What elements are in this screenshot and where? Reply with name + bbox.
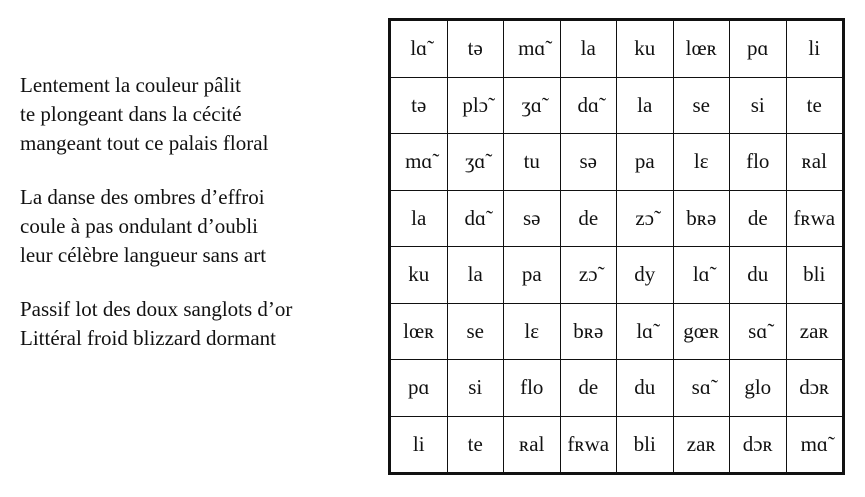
grid-row [391,247,843,304]
grid-cell: de [560,360,617,417]
grid-cell: lœʀ [673,21,730,78]
grid-cell: pa [504,247,561,304]
grid-cell: tə [391,77,448,134]
grid-cell: bli [786,247,843,304]
grid-cell: dɔʀ [730,416,787,473]
grid-cell: se [447,303,504,360]
grid-cell: la [560,21,617,78]
grid-cell: ʒɑ̃ [447,134,504,191]
grid-cell: fʀwa [786,190,843,247]
grid-cell: bli [617,416,674,473]
grid-cell: mɑ̃ [504,21,561,78]
grid-cell: li [786,21,843,78]
poem-line: Passif lot des doux sanglots d’or [20,297,293,321]
grid-cell: sə [560,134,617,191]
grid-cell: de [560,190,617,247]
grid-cell: dɑ̃ [447,190,504,247]
grid-cell: tu [504,134,561,191]
grid-cell: dɑ̃ [560,77,617,134]
poem-line: Littéral froid blizzard dormant [20,326,276,350]
grid-cell: tə [447,21,504,78]
grid-cell: se [673,77,730,134]
grid-row [391,21,843,78]
grid-cell: lɛ [504,303,561,360]
grid-cell: zaʀ [673,416,730,473]
grid-cell: lɑ̃ [391,21,448,78]
stanza-1 [20,71,370,158]
grid-cell: bʀə [560,303,617,360]
grid-cell: lɑ̃ [673,247,730,304]
grid-cell: ku [617,21,674,78]
grid-cell: gœʀ [673,303,730,360]
syllable-table [390,20,843,473]
grid-row [391,416,843,473]
poem-text [20,71,370,378]
grid-cell: sɑ̃ [673,360,730,417]
grid-cell: si [447,360,504,417]
poem-line: La danse des ombres d’effroi [20,185,265,209]
grid-cell: ku [391,247,448,304]
grid-cell: sə [504,190,561,247]
poem-line: coule à pas ondulant d’oubli [20,214,258,238]
grid-row [391,134,843,191]
poem-line: mangeant tout ce palais floral [20,131,269,155]
grid-cell: sɑ̃ [730,303,787,360]
grid-cell: zɔ̃ [560,247,617,304]
grid-cell: flo [730,134,787,191]
syllable-grid [388,18,845,475]
grid-cell: glo [730,360,787,417]
grid-cell: ʀal [504,416,561,473]
grid-cell: lɛ [673,134,730,191]
grid-row [391,190,843,247]
grid-cell: dɔʀ [786,360,843,417]
grid-cell: mɑ̃ [391,134,448,191]
grid-cell: mɑ̃ [786,416,843,473]
grid-row [391,360,843,417]
grid-cell: du [617,360,674,417]
stanza-3 [20,295,370,353]
grid-cell: ʀal [786,134,843,191]
stanza-2 [20,183,370,270]
grid-row [391,303,843,360]
grid-cell: lœʀ [391,303,448,360]
grid-cell: pɑ [391,360,448,417]
grid-cell: zaʀ [786,303,843,360]
grid-cell: pa [617,134,674,191]
grid-cell: plɔ̃ [447,77,504,134]
grid-cell: dy [617,247,674,304]
grid-cell: la [391,190,448,247]
grid-cell: la [447,247,504,304]
grid-cell: pɑ [730,21,787,78]
poem-line: leur célèbre langueur sans art [20,243,267,267]
grid-cell: bʀə [673,190,730,247]
grid-cell: te [447,416,504,473]
poem-line: te plongeant dans la cécité [20,102,242,126]
grid-cell: te [786,77,843,134]
grid-cell: fʀwa [560,416,617,473]
grid-cell: lɑ̃ [617,303,674,360]
grid-cell: flo [504,360,561,417]
grid-row [391,77,843,134]
grid-cell: ʒɑ̃ [504,77,561,134]
grid-cell: de [730,190,787,247]
grid-cell: la [617,77,674,134]
poem-line: Lentement la couleur pâlit [20,73,241,97]
grid-cell: si [730,77,787,134]
grid-cell: zɔ̃ [617,190,674,247]
grid-cell: li [391,416,448,473]
grid-cell: du [730,247,787,304]
